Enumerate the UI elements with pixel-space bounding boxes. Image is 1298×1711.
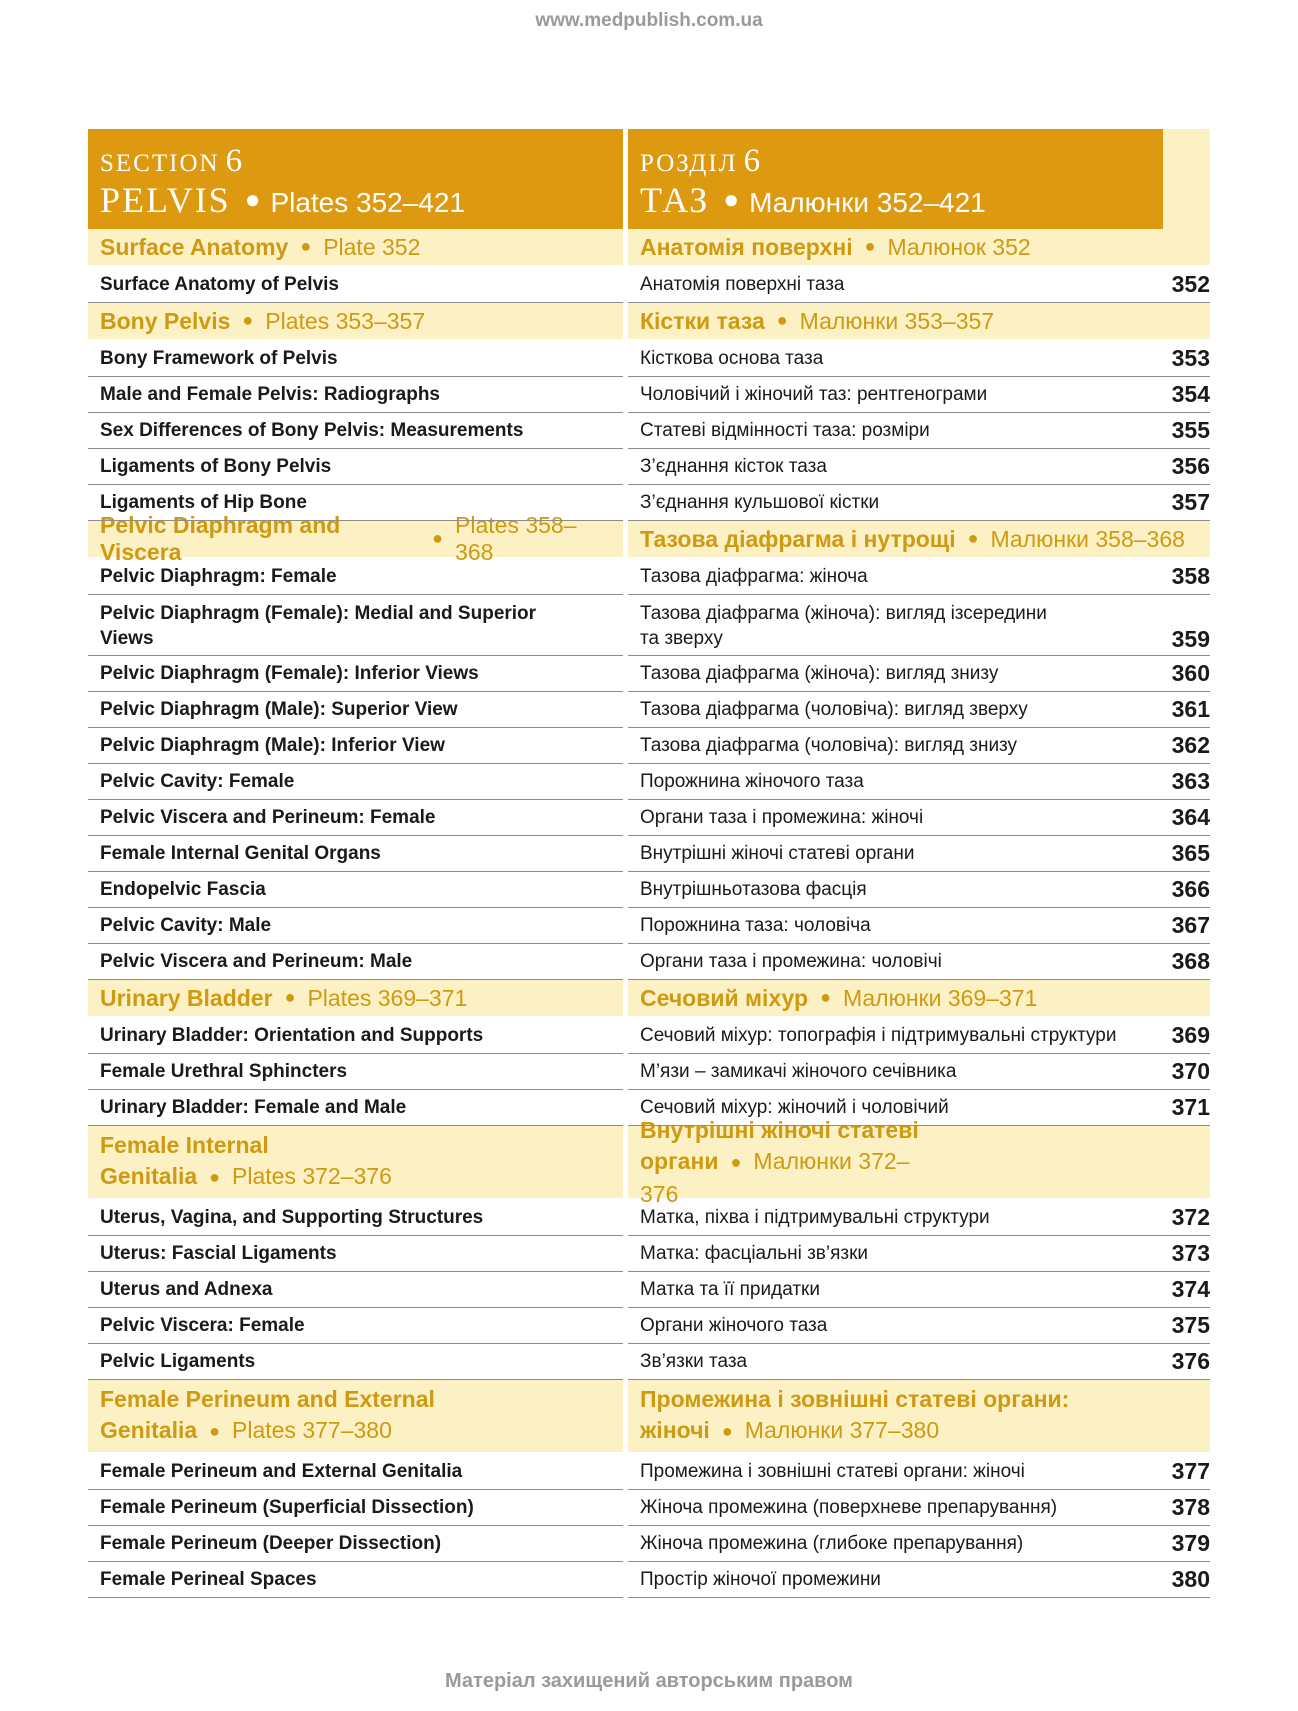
toc-row[interactable]: Surface Anatomy of Pelvis xyxy=(88,267,623,303)
site-url: www.medpublish.com.ua xyxy=(535,10,763,31)
toc-row[interactable]: Male and Female Pelvis: Radiographs xyxy=(88,377,623,413)
section-header xyxy=(88,129,623,229)
section-plates: Plates 352–421 xyxy=(270,187,466,218)
toc-row[interactable]: Кісткова основа таза 353 xyxy=(628,341,1210,377)
page-number: 353 xyxy=(1171,345,1210,371)
toc-row[interactable]: Тазова діафрагма (жіноча): вигляд знизу 360 xyxy=(628,656,1210,692)
toc-row[interactable]: Ligaments of Bony Pelvis xyxy=(88,449,623,485)
toc-row[interactable]: Внутрішні жіночі статеві органи 365 xyxy=(628,836,1210,872)
toc-column-english xyxy=(88,129,623,1598)
subsection-header xyxy=(628,521,1210,559)
toc-row[interactable]: Sex Differences of Bony Pelvis: Measurements xyxy=(88,413,623,449)
page-number: 379 xyxy=(1171,1530,1210,1556)
page-number: 365 xyxy=(1171,840,1210,866)
subsection-header xyxy=(628,1116,1210,1207)
subsection-header xyxy=(628,229,1210,267)
toc-row[interactable]: Bony Framework of Pelvis xyxy=(88,341,623,377)
toc-row[interactable]: Uterus and Adnexa xyxy=(88,1272,623,1308)
bullet-icon: ● xyxy=(242,309,254,330)
toc-row[interactable]: Pelvic Diaphragm (Female): Medial and Superior Views xyxy=(88,595,623,656)
toc-column-ukrainian xyxy=(628,129,1210,1598)
toc-row[interactable]: Органи таза і промежина: жіночі 364 xyxy=(628,800,1210,836)
bullet-icon: ● xyxy=(300,235,312,256)
subsection-title: Urinary Bladder xyxy=(100,984,273,1011)
subsection-plates: Малюнки 372–376 xyxy=(640,1147,910,1207)
toc-row[interactable]: Female Perineum (Superficial Dissection) xyxy=(88,1490,623,1526)
page-number: 373 xyxy=(1171,1240,1210,1266)
subsection-plates: Малюнки 353–357 xyxy=(799,307,995,334)
section-label-line xyxy=(100,143,244,180)
page-number: 376 xyxy=(1171,1348,1210,1374)
toc-row[interactable]: Простір жіночої промежини 380 xyxy=(628,1562,1210,1598)
page-number: 360 xyxy=(1171,660,1210,686)
bullet-icon: ● xyxy=(209,1167,221,1187)
section-title-line xyxy=(100,179,465,221)
toc-row[interactable]: Жіноча промежина (глибоке препарування) 379 xyxy=(628,1526,1210,1562)
subsection-header xyxy=(88,512,623,565)
toc-row[interactable]: Органи таза і промежина: чоловічі 368 xyxy=(628,944,1210,980)
section-header xyxy=(628,129,1210,229)
subsection-header xyxy=(88,229,623,267)
subsection-header xyxy=(88,303,623,341)
page-number: 368 xyxy=(1171,948,1210,974)
toc-row[interactable]: Pelvic Cavity: Male xyxy=(88,908,623,944)
toc-row[interactable]: Порожнина жіночого таза 363 xyxy=(628,764,1210,800)
subsection-plates: Малюнки 377–380 xyxy=(744,1417,940,1443)
toc-row[interactable]: Pelvic Ligaments xyxy=(88,1344,623,1380)
subsection-header xyxy=(628,1380,1210,1454)
toc-row[interactable]: Анатомія поверхні таза 352 xyxy=(628,267,1210,303)
section-label: РОЗДІЛ xyxy=(640,150,738,177)
subsection-title: Сечовий міхур xyxy=(640,984,809,1011)
subsection-plates: Plates 369–371 xyxy=(307,984,468,1011)
subsection-plates: Малюнки 358–368 xyxy=(990,525,1185,552)
toc-row[interactable]: М’язи – замикачі жіночого сечівника 370 xyxy=(628,1054,1210,1090)
page-number: 367 xyxy=(1171,912,1210,938)
toc-row[interactable]: Жіноча промежина (поверхневе препарування) 378 xyxy=(628,1490,1210,1526)
subsection-title: Кістки таза xyxy=(640,307,765,334)
subsection-header xyxy=(88,980,623,1018)
toc-row[interactable]: Зв’язки таза 376 xyxy=(628,1344,1210,1380)
section-title: PELVIS xyxy=(100,180,231,220)
page-number: 369 xyxy=(1171,1022,1210,1048)
page-number: 366 xyxy=(1171,876,1210,902)
bullet-icon: ● xyxy=(730,1151,742,1172)
page-number: 358 xyxy=(1171,563,1210,589)
section-number: 6 xyxy=(225,143,245,179)
subsection-title: Внутрішні жіночі статеві органи xyxy=(640,1116,919,1174)
page-number: 372 xyxy=(1171,1204,1210,1230)
bullet-icon: ● xyxy=(209,1421,221,1441)
toc-row[interactable]: Сечовий міхур: жіночий і чоловічий 371 xyxy=(628,1090,1210,1126)
toc-row[interactable]: Чоловічий і жіночий таз: рентгенограми 354 xyxy=(628,377,1210,413)
subsection-title: Pelvic Diaphragm and Viscera xyxy=(100,512,341,565)
page-number: 380 xyxy=(1171,1566,1210,1592)
subsection-header xyxy=(628,303,1210,341)
toc-row[interactable]: Urinary Bladder: Female and Male xyxy=(88,1090,623,1126)
toc-row[interactable]: Тазова діафрагма: жіноча 358 xyxy=(628,559,1210,595)
subsection-title: Тазова діафрагма і нутрощі xyxy=(640,525,956,552)
toc-row[interactable]: Тазова діафрагма (чоловіча): вигляд зверху 361 xyxy=(628,692,1210,728)
toc-row[interactable]: Pelvic Viscera and Perineum: Female xyxy=(88,800,623,836)
section-title: ТАЗ xyxy=(640,180,710,220)
subsection-plates: Малюнок 352 xyxy=(887,233,1031,260)
toc-row[interactable]: Female Perineal Spaces xyxy=(88,1562,623,1598)
subsection-plates: Plates 358–368 xyxy=(455,512,577,565)
toc-row[interactable]: Pelvic Diaphragm (Male): Superior View xyxy=(88,692,623,728)
subsection-title: Female Perineum and External Genitalia xyxy=(100,1386,435,1443)
subsection-header xyxy=(88,1380,623,1454)
toc-row[interactable]: Матка та її придатки 374 xyxy=(628,1272,1210,1308)
toc-row[interactable]: Матка: фасціальні зв’язки 373 xyxy=(628,1236,1210,1272)
page-number: 354 xyxy=(1171,381,1210,407)
toc-row[interactable]: Female Internal Genital Organs xyxy=(88,836,623,872)
bullet-icon: ● xyxy=(723,184,740,214)
subsection-header xyxy=(88,1126,623,1200)
toc-row[interactable]: Ligaments of Hip Bone xyxy=(88,485,623,521)
toc-row[interactable]: Статеві відмінності таза: розміри 355 xyxy=(628,413,1210,449)
bullet-icon: ● xyxy=(721,1421,733,1441)
toc-row[interactable]: Pelvic Cavity: Female xyxy=(88,764,623,800)
page-number: 357 xyxy=(1171,489,1210,515)
subsection-plates: Plates 372–376 xyxy=(232,1163,392,1189)
toc-row[interactable]: Pelvic Viscera: Female xyxy=(88,1308,623,1344)
toc-row[interactable]: Pelvic Viscera and Perineum: Male xyxy=(88,944,623,980)
subsection-title: Анатомія поверхні xyxy=(640,233,853,260)
bullet-icon: ● xyxy=(864,235,876,256)
subsection-title: Промежина і зовнішні статеві органи: жіночі xyxy=(640,1386,1070,1443)
toc-row[interactable]: З’єднання кісток таза 356 xyxy=(628,449,1210,485)
section-plates: Малюнки 352–421 xyxy=(749,187,986,218)
page-number: 378 xyxy=(1171,1494,1210,1520)
page-number: 356 xyxy=(1171,453,1210,479)
page-number: 362 xyxy=(1171,732,1210,758)
section-label-line xyxy=(640,143,762,180)
toc-row[interactable]: Pelvic Diaphragm (Male): Inferior View xyxy=(88,728,623,764)
toc-row[interactable]: Сечовий міхур: топографія і підтримувальні структури 369 xyxy=(628,1018,1210,1054)
toc-row[interactable]: Uterus: Fascial Ligaments xyxy=(88,1236,623,1272)
page-number: 371 xyxy=(1171,1094,1210,1120)
bullet-icon: ● xyxy=(967,527,979,548)
page-number: 375 xyxy=(1171,1312,1210,1338)
toc-row[interactable]: Внутрішньотазова фасція 366 xyxy=(628,872,1210,908)
toc-row[interactable]: Промежина і зовнішні статеві органи: жіночі 377 xyxy=(628,1454,1210,1490)
bullet-icon: ● xyxy=(820,986,831,1007)
toc-row[interactable]: Порожнина таза: чоловіча 367 xyxy=(628,908,1210,944)
toc-row[interactable]: Pelvic Diaphragm: Female xyxy=(88,559,623,595)
page-number: 374 xyxy=(1171,1276,1210,1302)
toc-row[interactable]: Тазова діафрагма (чоловіча): вигляд знизу 362 xyxy=(628,728,1210,764)
bullet-icon: ● xyxy=(776,309,788,330)
page-number: 359 xyxy=(1171,626,1210,652)
bullet-icon: ● xyxy=(432,527,444,548)
toc-row[interactable]: Pelvic Diaphragm (Female): Inferior Views xyxy=(88,656,623,692)
toc-row[interactable]: Uterus, Vagina, and Supporting Structures xyxy=(88,1200,623,1236)
toc-row[interactable]: Матка, піхва і підтримувальні структури 372 xyxy=(628,1200,1210,1236)
bullet-icon: ● xyxy=(244,184,261,214)
toc-row[interactable]: З’єднання кульшової кістки 357 xyxy=(628,485,1210,521)
page-number: 377 xyxy=(1171,1458,1210,1484)
section-title-line xyxy=(640,179,986,221)
copyright-note: Матеріал захищений авторським правом xyxy=(445,1670,853,1692)
toc-row[interactable]: Female Urethral Sphincters xyxy=(88,1054,623,1090)
bullet-icon: ● xyxy=(284,986,296,1007)
page-number: 363 xyxy=(1171,768,1210,794)
subsection-title: Female Internal Genitalia xyxy=(100,1132,269,1189)
toc-row[interactable]: Female Perineum (Deeper Dissection) xyxy=(88,1526,623,1562)
subsection-plates: Plates 377–380 xyxy=(232,1417,392,1443)
section-label: SECTION xyxy=(100,150,220,177)
page-number: 355 xyxy=(1171,417,1210,443)
subsection-title: Bony Pelvis xyxy=(100,307,231,334)
toc-row[interactable]: Endopelvic Fascia xyxy=(88,872,623,908)
subsection-plates: Plates 353–357 xyxy=(265,307,426,334)
page-number: 352 xyxy=(1171,271,1210,297)
toc-row[interactable]: Органи жіночого таза 375 xyxy=(628,1308,1210,1344)
subsection-plates: Малюнки 369–371 xyxy=(842,984,1038,1011)
page-number: 370 xyxy=(1171,1058,1210,1084)
toc-row[interactable]: Urinary Bladder: Orientation and Supports xyxy=(88,1018,623,1054)
subsection-plates: Plate 352 xyxy=(323,233,421,260)
page-number: 364 xyxy=(1171,804,1210,830)
subsection-header xyxy=(628,980,1210,1018)
toc-row[interactable]: Тазова діафрагма (жіноча): вигляд ізсередини та зверху 359 xyxy=(628,595,1210,656)
subsection-title: Surface Anatomy xyxy=(100,233,289,260)
section-number: 6 xyxy=(743,143,763,179)
toc-row[interactable]: Female Perineum and External Genitalia xyxy=(88,1454,623,1490)
page-number: 361 xyxy=(1171,696,1210,722)
